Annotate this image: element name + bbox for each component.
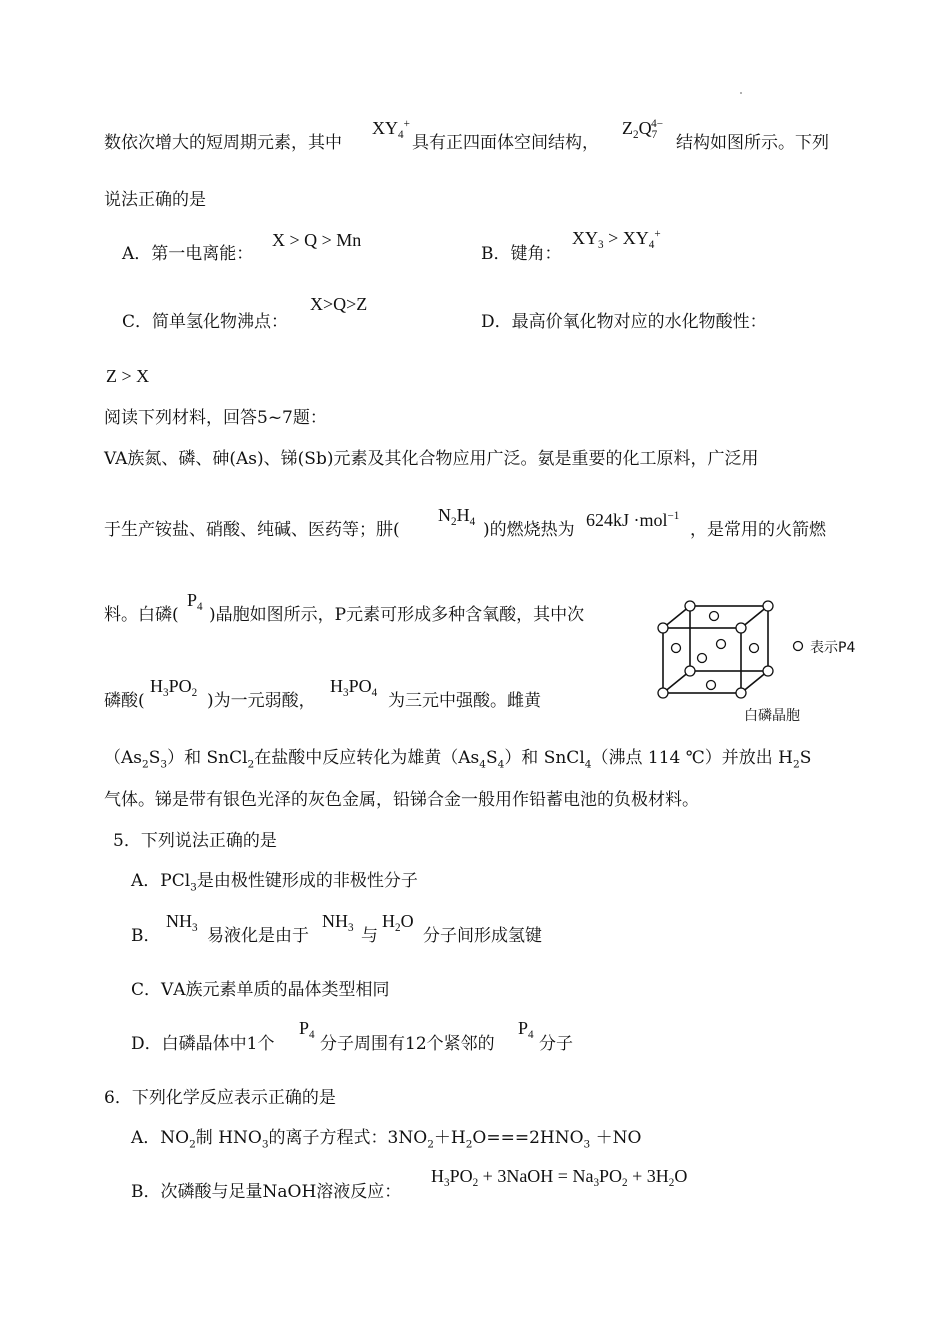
q5-option-b-mid2: 与 bbox=[361, 926, 378, 946]
material-line3-a: 料。白磷( bbox=[104, 605, 179, 625]
q4-stem-line1 bbox=[104, 134, 342, 153]
q4-stem-b: 具有正四面体空间结构， bbox=[412, 133, 599, 153]
material-line4-a: 磷酸( bbox=[104, 691, 145, 711]
formula-h3po4: $H_3PO_4$ bbox=[330, 676, 378, 699]
figure-caption: 白磷晶胞 bbox=[744, 708, 800, 724]
material-line1: VA族氮、磷、砷(As)、锑(Sb)元素及其化合物应用广泛。氨是重要的化工原料，广泛用 bbox=[104, 449, 759, 469]
material-line6: 气体。锑是带有银色光泽的灰色金属，铅锑合金一般用作铅蓄电池的负极材料。 bbox=[104, 790, 699, 810]
material-line2-c: ，是常用的火箭燃 bbox=[690, 520, 826, 540]
material-line4-c: 为三元中强酸。雌黄 bbox=[388, 691, 541, 711]
q4-option-c: C．简单氢化物沸点： bbox=[122, 312, 289, 332]
q5-option-d-end: 分子 bbox=[539, 1034, 573, 1054]
q5-option-d-mid: 分子周围有12个紧邻的 bbox=[320, 1034, 495, 1054]
formula-ionization-order: X > Q > Mn bbox=[272, 230, 362, 250]
formula-heat-value: 624kJ ·mol$^{-1}$ bbox=[586, 510, 680, 530]
formula-p4-b: $P_4$ bbox=[299, 1018, 315, 1041]
formula-h3po2-naoh-reaction: $H_3PO_2$ + 3NaOH = $Na_3PO_2 + 3H_2O$ bbox=[431, 1166, 688, 1189]
q4-option-b: B．键角： bbox=[481, 244, 562, 264]
legend-circle-icon bbox=[794, 642, 803, 651]
q4-stem-a: 数依次增大的短周期元素，其中 bbox=[104, 133, 342, 153]
q4-stem-line2: 说法正确的是 bbox=[104, 190, 206, 210]
formula-nh3-b: $NH_3$ bbox=[322, 911, 354, 934]
formula-z2q7: $Z_2Q_7^{4-}$ bbox=[622, 118, 664, 141]
scan-dot bbox=[740, 92, 742, 94]
q6-option-b-label: B．次磷酸与足量NaOH溶液反应： bbox=[131, 1182, 402, 1202]
q5-option-d-label: D．白磷晶体中1个 bbox=[131, 1034, 275, 1054]
formula-h3po2: $H_3PO_2$ bbox=[150, 676, 198, 699]
q5-option-b-label: B． bbox=[131, 926, 161, 946]
formula-bond-angle: $XY_3 > XY_4^+$ bbox=[572, 228, 661, 251]
q4-stem-c: 结构如图所示。下列 bbox=[676, 133, 829, 153]
material-line2-b: )的燃烧热为 bbox=[483, 520, 575, 540]
q5-stem: 5．下列说法正确的是 bbox=[113, 831, 277, 851]
formula-p4-a: $P_4$ bbox=[187, 590, 203, 613]
formula-n2h4: $N_2H_4$ bbox=[438, 505, 476, 528]
q5-option-c: C．ⅤA族元素单质的晶体类型相同 bbox=[131, 980, 390, 1000]
q4-option-d: D．最高价氧化物对应的水化物酸性： bbox=[481, 312, 767, 332]
formula-p4-c: $P_4$ bbox=[518, 1018, 534, 1041]
q6-stem: 6．下列化学反应表示正确的是 bbox=[104, 1088, 336, 1108]
legend-label: 表示P4 bbox=[810, 640, 856, 656]
q4-option-c-formula: X>Q>Z bbox=[310, 294, 368, 314]
q4-option-a: A．第一电离能： bbox=[122, 244, 254, 264]
q5-option-a: A．PCl$_3$是由极性键形成的非极性分子 bbox=[131, 871, 418, 894]
formula-xy4-plus: $XY_4^+$ bbox=[372, 118, 410, 141]
q5-option-b-mid1: 易液化是由于 bbox=[207, 926, 309, 946]
formula-h2o: $H_2O$ bbox=[382, 911, 414, 934]
material-intro: 阅读下列材料，回答5~7题： bbox=[104, 408, 327, 428]
material-line5: $(As_2S_3)$和 SnCl$_2$在盐酸中反应转化为雄黄$(As_4S_4)$和 SnCl$_4$（沸点 114 ℃）并放出 $H_2S$ bbox=[104, 748, 812, 771]
formula-nh3-a: $NH_3$ bbox=[166, 911, 198, 934]
material-line3-b: )晶胞如图所示，P元素可形成多种含氧酸，其中次 bbox=[209, 605, 585, 625]
material-line2-a: 于生产铵盐、硝酸、纯碱、医药等；肼( bbox=[104, 520, 400, 540]
q5-option-b-end: 分子间形成氢键 bbox=[423, 926, 542, 946]
white-phosphorus-unit-cell-figure bbox=[650, 596, 870, 731]
q6-option-a: A．$NO_2$制 $HNO_3$的离子方程式：$3NO_2+H_2O===2HNO_3 +NO$ bbox=[131, 1128, 642, 1151]
material-line4-b: )为一元弱酸， bbox=[207, 691, 316, 711]
q4-option-d-formula: Z > X bbox=[106, 366, 150, 386]
